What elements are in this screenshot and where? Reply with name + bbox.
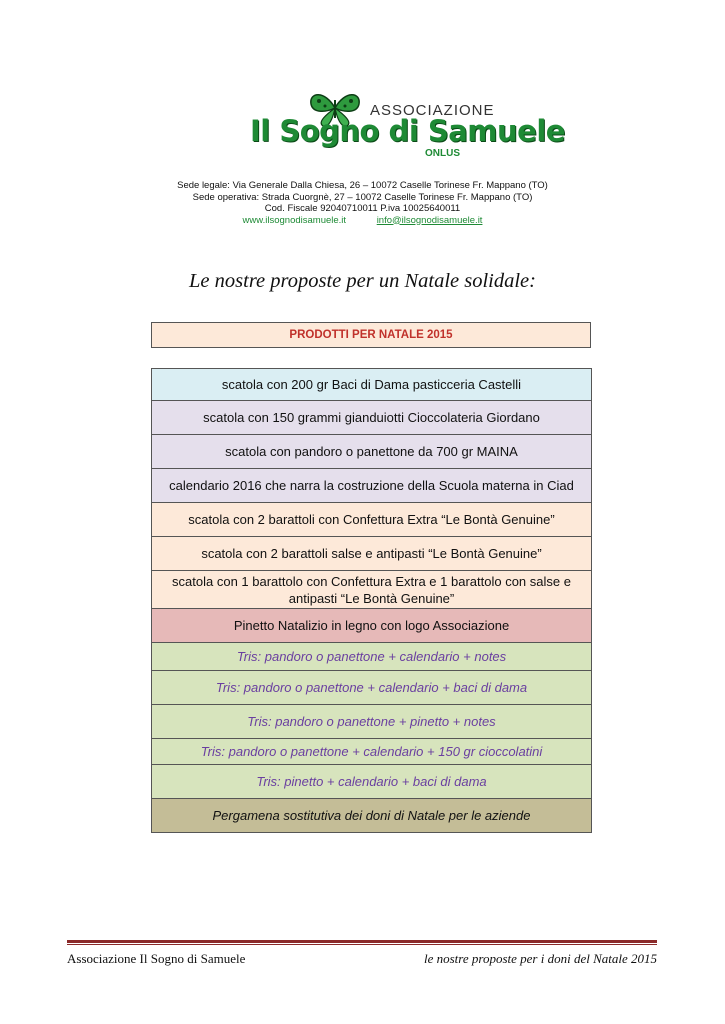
product-row: Tris: pinetto + calendario + baci di dama — [151, 765, 592, 799]
sede-operativa: Sede operativa: Strada Cuorgnè, 27 – 10072 Caselle Torinese Fr. Mappano (TO) — [192, 191, 533, 203]
product-row: scatola con 150 grammi gianduiotti Cioccolateria Giordano — [151, 401, 592, 435]
product-row: Pergamena sostitutiva dei doni di Natale per le aziende — [151, 799, 592, 833]
footer-divider-thin — [67, 944, 657, 945]
logo-associazione-text: ASSOCIAZIONE — [370, 102, 495, 119]
web-contacts — [0, 215, 725, 227]
product-row: scatola con 200 gr Baci di Dama pasticceria Castelli — [151, 368, 592, 401]
product-row: Tris: pandoro o panettone + pinetto + notes — [151, 705, 592, 739]
product-row: scatola con pandoro o panettone da 700 gr MAINA — [151, 435, 592, 469]
product-row: Tris: pandoro o panettone + calendario + 150 gr cioccolatini — [151, 739, 592, 765]
products-table — [151, 368, 592, 833]
page-title: Le nostre proposte per un Natale solidale: — [189, 270, 536, 292]
footer-left-text: Associazione Il Sogno di Samuele — [67, 951, 246, 966]
association-logo — [250, 94, 565, 164]
product-row: scatola con 2 barattoli con Confettura Extra “Le Bontà Genuine” — [151, 503, 592, 537]
association-contact-info — [0, 180, 725, 226]
product-row: scatola con 2 barattoli salse e antipasti “Le Bontà Genuine” — [151, 537, 592, 571]
product-row: calendario 2016 che narra la costruzione della Scuola materna in Ciad — [151, 469, 592, 503]
footer-right-text: le nostre proposte per i doni del Natale 2015 — [423, 951, 657, 966]
website-link[interactable]: www.ilsognodisamuele.it — [242, 214, 347, 226]
logo-onlus-text: ONLUS — [425, 148, 460, 159]
sede-legale: Sede legale: Via Generale Dalla Chiesa, 26 – 10072 Caselle Torinese Fr. Mappano (TO) — [177, 180, 548, 191]
logo-name-text: Il Sogno di Samuele — [250, 114, 565, 148]
email-link[interactable]: info@ilsognodisamuele.it — [376, 214, 483, 226]
product-row: scatola con 1 barattolo con Confettura Extra e 1 barattolo con salse e antipasti “Le Bontà Genuine” — [151, 571, 592, 609]
product-row: Pinetto Natalizio in legno con logo Associazione — [151, 609, 592, 643]
product-row: Tris: pandoro o panettone + calendario + baci di dama — [151, 671, 592, 705]
section-heading: PRODOTTI PER NATALE 2015 — [151, 322, 591, 348]
fiscal-codes: Cod. Fiscale 92040710011 P.iva 10025640011 — [264, 203, 461, 214]
product-row: Tris: pandoro o panettone + calendario + notes — [151, 643, 592, 671]
footer-divider — [67, 940, 657, 943]
